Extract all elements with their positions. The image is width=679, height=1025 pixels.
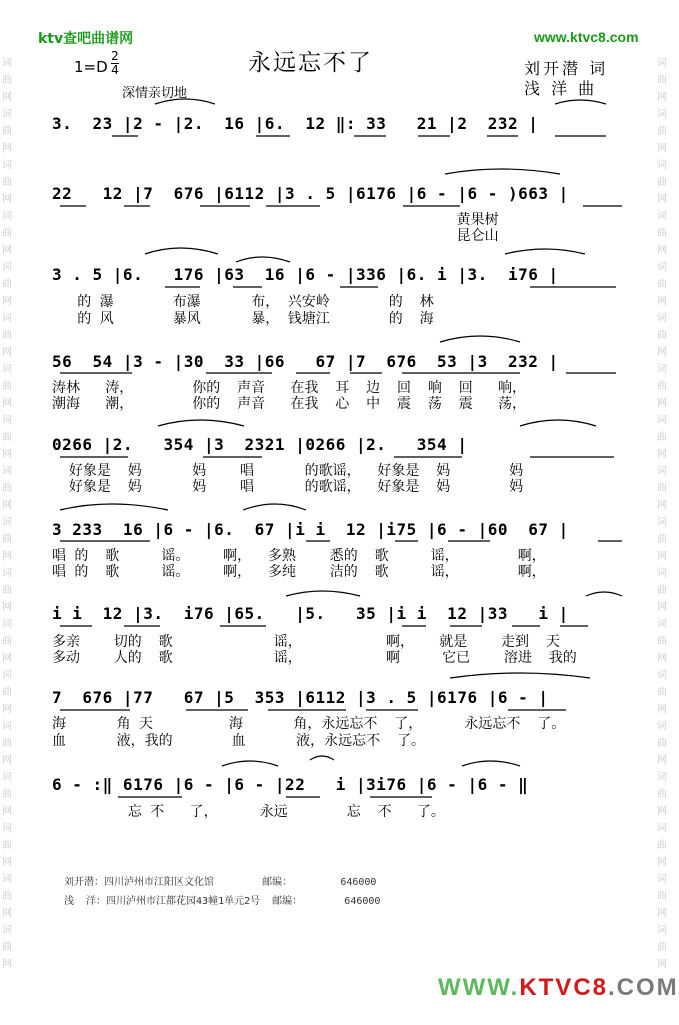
side-watermark-left: 词曲网词曲网词曲网词曲网词曲网词曲网词曲网词曲网词曲网词曲网词曲网词曲网词曲网词曲网词曲网词曲网词曲网词曲网 [2, 58, 12, 970]
score-row-3-notes: 3 . 5 |6. 176 |63 16 |6 - |336 |6. i |3. i76 | [52, 265, 559, 284]
meter-top: 2 [111, 49, 119, 63]
meter-bottom: 4 [111, 63, 119, 77]
score-row-6-notes: 3 233 16 |6 - |6. 67 |i i 12 |i75 |6 - |60 67 | [52, 520, 569, 539]
watermark-com: .COM [608, 974, 679, 1001]
score-row-9-lyric-1: 忘 不 了， 永远 忘 不 了。 [52, 804, 445, 820]
footer-composer-address: 浅 洋：四川泸州市江都花园43幢1单元2号 邮编： 646000 [64, 896, 381, 907]
composer-credit: 浅 洋 曲 [524, 79, 598, 98]
score-row-3-lyric-2: 的 风 暴风 暴， 钱塘江 的 海 [52, 311, 434, 327]
site-name[interactable]: ktv查吧曲谱网 [38, 31, 134, 47]
score-row-7-lyric-1: 多亲 切的 歌 谣， 啊， 就是 走到 天 [52, 634, 560, 650]
score-row-8-lyric-2: 血 液，我的 血 液，永远忘不 了。 [52, 733, 426, 749]
score-row-2-notes: 22 12 |7 676 |6112 |3 . 5 |6176 |6 - |6 - )663 | [52, 184, 569, 203]
score-row-6-lyric-1: 唱 的 歌 谣。 啊， 多熟 悉的 歌 谣， 啊， [52, 548, 546, 564]
lyricist-credit: 刘开潜 词 [524, 59, 609, 78]
score-row-4-lyric-2: 潮海 潮， 你的 声音 在我 心 中 震 荡 震 荡， [52, 396, 527, 412]
watermark-ktv: KTVC8 [519, 974, 608, 1001]
score-row-5-notes: 0266 |2. 354 |3 2321 |0266 |2. 354 | [52, 435, 468, 454]
score-row-2-lyric-1: 黄果树 [52, 212, 499, 228]
time-signature [111, 50, 119, 77]
score-row-1-notes: 3. 23 |2 - |2. 16 |6. 12 ‖: 33 21 |2 232 | [52, 114, 539, 133]
score-row-9-notes: 6 - :‖ 6176 |6 - |6 - |22 i |3i76 |6 - |6 - ‖ [52, 775, 529, 794]
side-watermark-right: 词曲网词曲网词曲网词曲网词曲网词曲网词曲网词曲网词曲网词曲网词曲网词曲网词曲网词曲网词曲网词曲网词曲网词曲网 [657, 58, 667, 970]
key-signature: 1=D [74, 58, 108, 76]
site-url[interactable]: www.ktvc8.com [534, 29, 639, 45]
score-row-5-lyric-1: 好象是 妈 妈 唱 的歌谣， 好象是 妈 妈 [52, 463, 524, 479]
score-row-3-lyric-1: 的 瀑 布瀑 布， 兴安岭 的 林 [52, 294, 434, 310]
score-row-8-notes: 7 676 |77 67 |5 353 |6112 |3 . 5 |6176 |6 - | [52, 688, 549, 707]
score-row-5-lyric-2: 好象是 妈 妈 唱 的歌谣， 好象是 妈 妈 [52, 479, 524, 495]
score-row-2-lyric-2: 昆仑山 [52, 228, 499, 244]
score-row-4-notes: 56 54 |3 - |30 33 |66 67 |7 676 53 |3 232 | [52, 352, 559, 371]
score-row-7-notes: i i 12 |3. i76 |65. |5. 35 |i i 12 |33 i | [52, 604, 569, 623]
score-row-7-lyric-2: 多动 人的 歌 谣， 啊 它已 溶进 我的 [52, 650, 577, 666]
watermark-www: WWW. [438, 974, 520, 1001]
song-title: 永远忘不了 [248, 50, 373, 76]
expression-mark: 深情亲切地 [122, 86, 188, 101]
score-row-4-lyric-1: 涛林 涛， 你的 声音 在我 耳 边 回 响 回 响， [52, 380, 527, 396]
bottom-watermark [438, 974, 679, 1002]
footer-lyricist-address: 刘开潜：四川泸州市江阳区文化馆 邮编： 646000 [64, 877, 377, 888]
score-row-6-lyric-2: 唱 的 歌 谣。 啊， 多纯 洁的 歌 谣， 啊， [52, 564, 546, 580]
score-row-8-lyric-1: 海 角 天 海 角，永远忘不 了， 永远忘不 了。 [52, 716, 566, 732]
